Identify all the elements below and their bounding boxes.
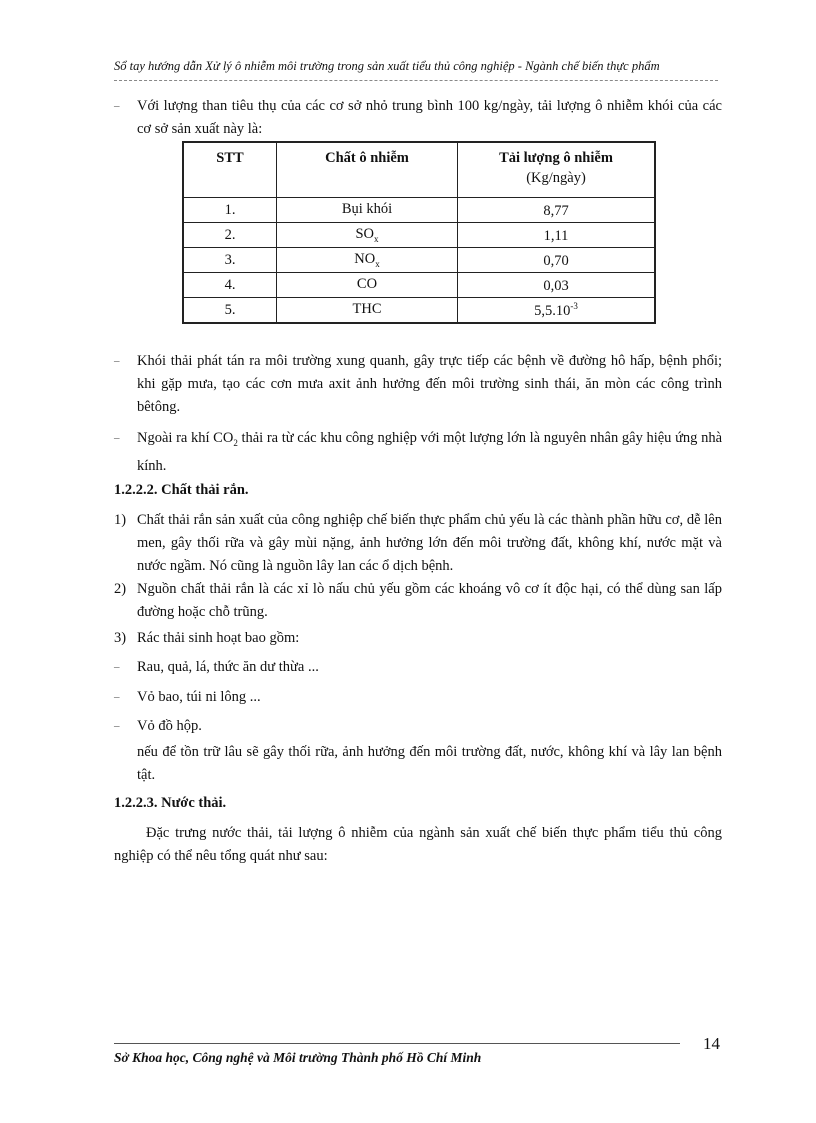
cell-stt: 2. xyxy=(183,223,277,248)
bullet-text: Với lượng than tiêu thụ của các cơ sở nhỏ trung bình 100 kg/ngày, tải lượng ô nhiễm khói của các cơ sở sản xuất này là: xyxy=(137,98,722,137)
header-pollutant: Chất ô nhiễm xyxy=(277,142,458,198)
table-row xyxy=(183,273,655,298)
cell-load: $5,5.10^{-3}$ xyxy=(458,298,656,324)
cell-pollutant: $SO_x$ xyxy=(277,223,458,248)
running-header: Sổ tay hướng dẫn Xử lý ô nhiễm môi trường trong sản xuất tiểu thủ công nghiệp - Ngành chế biến thực phẩm xyxy=(114,59,660,73)
table-row xyxy=(183,248,655,273)
item-number: 3) xyxy=(114,630,127,646)
pollutant-load-table xyxy=(182,141,656,324)
list-item xyxy=(114,509,722,578)
bullet-mark: – xyxy=(114,432,120,444)
cell-stt: 5. xyxy=(183,298,277,324)
bullet-text: Ngoài ra khí $CO_2$ thải ra từ các khu công nghiệp với một lượng lớn là nguyên nhân gây hiệu ứng nhà kính. xyxy=(137,430,723,474)
header-stt: STT xyxy=(183,142,277,198)
cell-pollutant: CO xyxy=(277,273,458,298)
item-number: 2) xyxy=(114,581,127,597)
section-heading-wastewater: 1.2.2.3. Nước thải. xyxy=(114,795,227,811)
table-row xyxy=(183,223,655,248)
bullet-mark: – xyxy=(114,661,120,673)
item-text: Nguồn chất thải rắn là các xỉ lò nấu chủ yếu gồm các khoáng vô cơ ít độc hại, có thể dùng san lấp đường hoặc chỗ trũng. xyxy=(137,581,722,620)
table-row xyxy=(183,198,655,223)
bullet-text: Vỏ bao, túi ni lông ... xyxy=(137,689,261,705)
cell-stt: 3. xyxy=(183,248,277,273)
cell-load: 0,70 xyxy=(458,248,656,273)
bullet-mark: – xyxy=(114,720,120,732)
bullet-text: Vỏ đồ hộp. xyxy=(137,718,202,734)
list-item xyxy=(114,578,722,624)
bullet-mark: – xyxy=(114,355,120,367)
page-number: 14 xyxy=(703,1034,720,1053)
cell-load: 8,77 xyxy=(458,198,656,223)
wastewater-paragraph: Đặc trưng nước thải, tải lượng ô nhiễm của ngành sản xuất chế biến thực phẩm tiểu thủ công nghiệp có thể nêu tổng quát như sau: xyxy=(114,825,722,864)
cell-pollutant: Bụi khói xyxy=(277,198,458,223)
header-load-unit: (Kg/ngày) xyxy=(526,170,586,186)
sub-bullet xyxy=(114,656,722,679)
footer-organization: Sở Khoa học, Công nghệ và Môi trường Thành phố Hồ Chí Minh xyxy=(114,1050,482,1065)
table-header-row xyxy=(183,142,655,198)
cell-pollutant: $NO_x$ xyxy=(277,248,458,273)
bullet-mark: – xyxy=(114,100,120,112)
cell-stt: 1. xyxy=(183,198,277,223)
co2-bullet xyxy=(114,427,722,478)
cell-stt: 4. xyxy=(183,273,277,298)
item-number: 1) xyxy=(114,512,127,528)
footer-divider xyxy=(114,1043,680,1044)
list-item xyxy=(114,627,722,650)
cell-load: 1,11 xyxy=(458,223,656,248)
bullet-mark: – xyxy=(114,691,120,703)
section-heading-solid-waste: 1.2.2.2. Chất thải rắn. xyxy=(114,482,249,498)
header-load: Tải lượng ô nhiễm (Kg/ngày) xyxy=(458,142,656,198)
bullet-text: Khói thải phát tán ra môi trường xung quanh, gây trực tiếp các bệnh về đường hô hấp, bệnh phổi; khi gặp mưa, tạo các cơn mưa axit ảnh hưởng đến môi trường sinh thái, ăn mòn các công trình bêtông. xyxy=(137,353,722,415)
sub-bullet xyxy=(114,686,722,709)
sub-bullet xyxy=(114,715,722,738)
item-text: Chất thải rắn sản xuất của công nghiệp chế biến thực phẩm chủ yếu là các thành phần hữu cơ, dễ lên men, gây thối rữa và gây mùi nặng, ảnh hưởng lớn đến môi trường đất, không khí, nước mặt và nước ngầm. Nó cũng là nguồn lây lan các ổ dịch bệnh. xyxy=(137,512,722,574)
cell-load: 0,03 xyxy=(458,273,656,298)
bullet-text: Rau, quả, lá, thức ăn dư thừa ... xyxy=(137,659,319,675)
item-text: Rác thải sinh hoạt bao gồm: xyxy=(137,630,300,646)
cell-pollutant: THC xyxy=(277,298,458,324)
solid-waste-closing: nếu để tồn trữ lâu sẽ gây thối rữa, ảnh hưởng đến môi trường đất, nước, không khí và lây lan bệnh tật. xyxy=(137,744,722,783)
smoke-impact-bullet xyxy=(114,350,722,419)
intro-bullet xyxy=(114,95,722,141)
header-divider xyxy=(114,80,718,81)
table-row xyxy=(183,298,655,324)
